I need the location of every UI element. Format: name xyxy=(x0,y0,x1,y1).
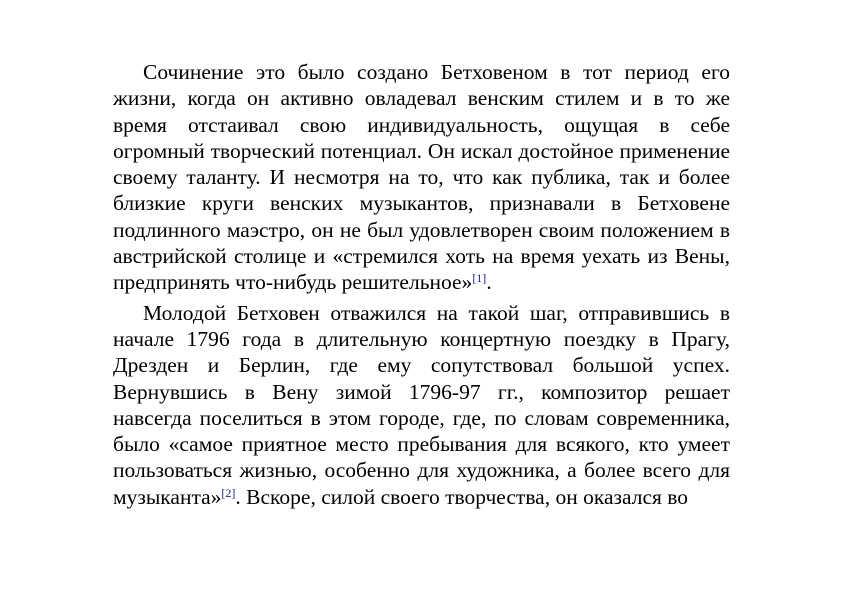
body-text xyxy=(113,59,730,510)
paragraph-1-text: Сочинение это было создано Бетховеном в тот период его жизни, когда он активно овладевал венским стилем и в то же время отстаивал свою индивидуальность, ощущая в себе огромный творческий потенциал. Он искал достойное применение своему таланту. И несмотря на то, что как публика, так и более близкие круги венских музыкантов, признавали в Бетховене подлинного маэстро, он не был удовлетворен своим положением в австрийской столице и «стремился хоть на время уехать из Вены, предпринять что-нибудь решительное» xyxy=(113,60,730,295)
paragraph-1-tail: . xyxy=(486,270,492,295)
paragraph-1 xyxy=(113,59,730,296)
footnote-link-1[interactable]: [1] xyxy=(472,271,487,286)
paragraph-2 xyxy=(113,300,730,510)
paragraph-2-text: Молодой Бетховен отважился на такой шаг, отправившись в начале 1796 года в длительную концертную поездку в Прагу, Дрезден и Берлин, где ему сопутствовал большой успех. Вернувшись в Вену зимой 1796-97 гг., композитор решает навсегда поселиться в этом городе, где, по словам современника, было «самое приятное место пребывания для всякого, кто умеет пользоваться жизнью, особенно для художника, а более всего для музыканта» xyxy=(113,300,730,509)
paragraph-2-tail: . Вскоре, силой своего творчества, он оказался во xyxy=(235,484,689,509)
footnote-link-2[interactable]: [2] xyxy=(221,485,236,500)
